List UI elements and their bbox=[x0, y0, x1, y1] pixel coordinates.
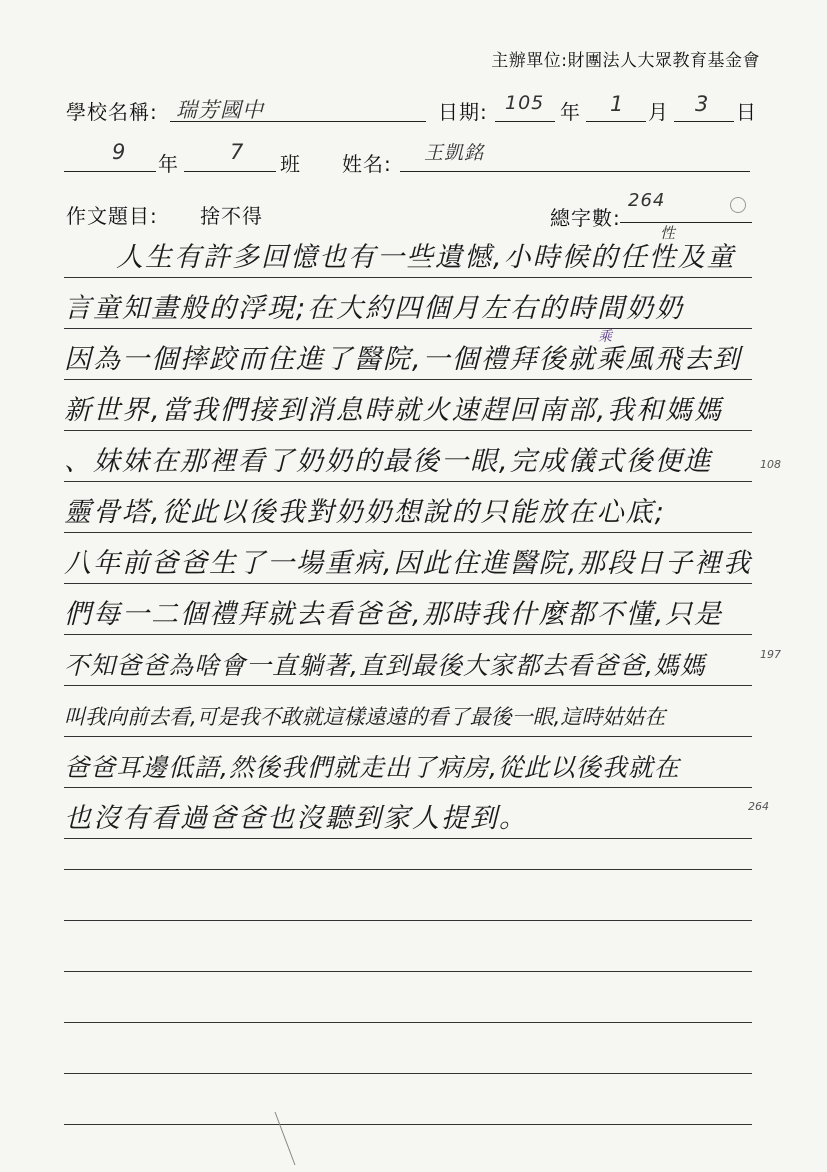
empty-rule-5 bbox=[64, 1073, 752, 1074]
grade-value: 9 bbox=[112, 140, 127, 164]
name-label: 姓名: bbox=[342, 152, 392, 176]
empty-rule-6 bbox=[64, 1124, 752, 1125]
essay-line-8: 們每一二個禮拜就去看爸爸,那時我什麼都不懂,只是 bbox=[64, 596, 752, 635]
essay-line-4: 新世界,當我們接到消息時就火速趕回南部,我和媽媽 bbox=[64, 392, 752, 431]
day-unit: 日 bbox=[736, 100, 757, 124]
name-field[interactable] bbox=[400, 171, 750, 172]
margin-count-264: 264 bbox=[748, 800, 769, 813]
grade-field[interactable] bbox=[64, 171, 156, 172]
word-count-field[interactable] bbox=[620, 222, 752, 223]
class-value: 7 bbox=[230, 140, 245, 164]
essay-line-7: 八年前爸爸生了一場重病,因此住進醫院,那段日子裡我 bbox=[64, 545, 752, 584]
date-day-field[interactable] bbox=[674, 121, 734, 122]
date-year-field[interactable] bbox=[495, 121, 555, 122]
word-count-label: 總字數: bbox=[550, 206, 621, 230]
name-value: 王凱銘 bbox=[424, 142, 485, 164]
essay-line-3: 因為一個摔跤而住進了醫院,一個禮拜後就乘風飛去到 bbox=[64, 341, 752, 380]
month-unit: 月 bbox=[648, 100, 669, 124]
topic-label: 作文題目: bbox=[66, 204, 158, 228]
organizer-line: 主辦單位:財團法人大眾教育基金會 bbox=[491, 51, 760, 71]
essay-line-2: 言童知畫般的浮現;在大約四個月左右的時間奶奶 bbox=[64, 290, 752, 329]
essay-line-1: 人生有許多回憶也有一些遺憾,小時候的任性及童 bbox=[64, 239, 752, 278]
circle-mark bbox=[730, 197, 746, 213]
school-label: 學校名稱: bbox=[66, 100, 158, 124]
essay-line-5: 、妹妹在那裡看了奶奶的最後一眼,完成儀式後便進 bbox=[64, 443, 752, 482]
margin-count-108: 108 bbox=[760, 458, 781, 471]
grade-unit: 年 bbox=[158, 152, 179, 176]
essay-line-10: 叫我向前去看,可是我不敢就這樣遠遠的看了最後一眼,這時姑姑在 bbox=[64, 698, 752, 737]
topic-value: 捨不得 bbox=[200, 204, 263, 228]
insert-mark-xing: 性 bbox=[660, 224, 677, 242]
date-day-value: 3 bbox=[695, 92, 710, 116]
insert-mark-cheng: 乘 bbox=[598, 329, 613, 345]
date-month-field[interactable] bbox=[586, 121, 646, 122]
scan-stroke bbox=[270, 1110, 310, 1170]
date-year-value: 105 bbox=[505, 92, 545, 114]
year-unit: 年 bbox=[560, 100, 581, 124]
essay-line-11: 爸爸耳邊低語,然後我們就走出了病房,從此以後我就在 bbox=[64, 749, 752, 788]
class-unit: 班 bbox=[280, 152, 301, 176]
date-label: 日期: bbox=[438, 100, 488, 124]
date-month-value: 1 bbox=[610, 92, 625, 116]
empty-rule-1 bbox=[64, 869, 752, 870]
class-field[interactable] bbox=[184, 171, 276, 172]
margin-count-197: 197 bbox=[760, 648, 781, 661]
school-value: 瑞芳國中 bbox=[176, 98, 264, 122]
essay-line-6: 靈骨塔,從此以後我對奶奶想說的只能放在心底; bbox=[64, 494, 752, 533]
empty-rule-3 bbox=[64, 971, 752, 972]
empty-rule-4 bbox=[64, 1022, 752, 1023]
essay-line-9: 不知爸爸為啥會一直躺著,直到最後大家都去看爸爸,媽媽 bbox=[64, 647, 752, 686]
word-count-value: 264 bbox=[628, 190, 666, 211]
empty-rule-2 bbox=[64, 920, 752, 921]
essay-line-12: 也沒有看過爸爸也沒聽到家人提到。 bbox=[64, 800, 752, 839]
